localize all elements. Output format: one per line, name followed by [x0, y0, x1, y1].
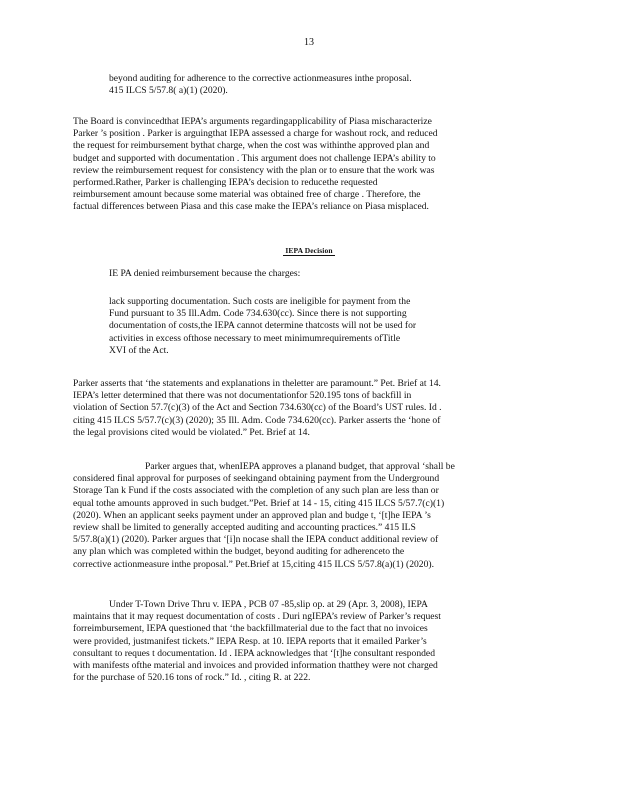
- text-line: any plan which was completed within the budget, beyond auditing for adherenceto the: [73, 546, 405, 558]
- text-line: Storage Tan k Fund if the costs associated with the completion of any such plan are less than or: [73, 485, 439, 497]
- text-line: the request for reimbursement bythat charge, when the cost was withinthe approved plan and: [73, 140, 430, 152]
- text-line: with manifests ofthe material and invoices and provided information thatthey were not charged: [73, 660, 438, 672]
- text-line: the legal provisions cited would be violated.” Pet. Brief at 14.: [73, 426, 310, 438]
- text-line: The Board is convincedthat IEPA’s arguments regardingapplicability of Piasa mischaracterize: [73, 116, 432, 127]
- paragraph-board-convinced: [73, 116, 546, 214]
- text-line: maintains that it may request documentation of costs . Duri ngIEPA’s review of Parker’s request: [73, 611, 441, 623]
- text-line: documentation of costs,the IEPA cannot determine thatcosts will not be used for: [109, 320, 417, 332]
- text-line: review the reimbursement request for consistency with the plan or to ensure that the work was: [73, 164, 435, 176]
- text-line: budget and supported with documentation . This argument does not challenge IEPA’s ability to: [73, 152, 436, 164]
- text-line: corrective actionmeasure inthe proposal.” Pet.Brief at 15,citing 415 ILCS 5/57.8(a)(1) (2020).: [73, 558, 434, 570]
- text-line: performed.Rather, Parker is challenging IEPA’s decision to reducethe requested: [73, 177, 378, 189]
- quote-continuation: [109, 73, 519, 97]
- text-line: 415 ILCS 5/57.8( a)(1) (2020).: [109, 85, 228, 97]
- text-line: lack supporting documentation. Such costs are ineligible for payment from the: [109, 296, 411, 307]
- text-line: Parker ’s position . Parker is arguingthat IEPA assessed a charge for washout rock, and reduced: [73, 128, 438, 140]
- text-line: activities in excess ofthose necessary to meet minimumrequirements ofTitle: [109, 332, 401, 344]
- text-line: violation of Section 57.7(c)(3) of the Act and Section 734.630(cc) of the Board’s UST rules. Id .: [73, 402, 442, 414]
- text-line: Fund pursuant to 35 Ill.Adm. Code 734.630(cc). Since there is not supporting: [109, 308, 407, 320]
- text-line: IE PA denied reimbursement because the charges:: [109, 268, 301, 279]
- text-line: (2020). When an applicant seeks payment under an approved plan and budge t, ‘[t]he IEPA ’s: [73, 509, 431, 521]
- paragraph-iepa-denied: [109, 268, 509, 280]
- text-line: forreimbursement, IEPA questioned that ‘the backfillmaterial due to the fact that no invoices: [73, 623, 428, 635]
- section-heading: [0, 245, 618, 257]
- text-line: review shall be limited to generally accepted auditing and accounting practices.” 415 ILS: [73, 522, 416, 534]
- text-line: IEPA’s letter determined that there was not documentationfor 520.195 tons of backfill in: [73, 390, 412, 402]
- text-line: for the purchase of 520.16 tons of rock.” Id. , citing R. at 222.: [73, 672, 311, 684]
- text-line: 5/57.8(a)(1) (2020). Parker argues that ‘[i]n nocase shall the IEPA conduct additional review of: [73, 534, 439, 546]
- text-line: factual differences between Piasa and this case make the IEPA’s reliance on Piasa misplaced.: [73, 201, 429, 213]
- text-line: consultant to reques t documentation. Id . IEPA acknowledges that ‘[t]he consultant responded: [73, 647, 435, 659]
- section-heading-text: IEPA Decision: [285, 246, 333, 255]
- text-line: equal tothe amounts approved in such budget.”Pet. Brief at 14 - 15, citing 415 ILCS 5/57.7(c)(1): [73, 497, 445, 509]
- text-line: Under T-Town Drive Thru v. IEPA , PCB 07 -85,slip op. at 29 (Apr. 3, 2008), IEPA: [109, 599, 428, 610]
- paragraph-parker-asserts: [73, 378, 546, 439]
- paragraph-t-town: [73, 599, 546, 684]
- text-line: Parker argues that, whenIEPA approves a planand budget, that approval ‘shall be: [145, 461, 455, 472]
- text-line: considered final approval for purposes of seekingand obtaining payment from the Underground: [73, 473, 440, 485]
- page-number: 13: [304, 37, 314, 48]
- text-line: reimbursement amount because some material was obtained free of charge . Therefore, the: [73, 189, 421, 201]
- paragraph-parker-argues: [73, 461, 546, 571]
- text-line: were provided, justmanifest tickets.” IEPA Resp. at 10. IEPA reports that it emailed Parker’s: [73, 635, 427, 647]
- block-quote-lack-documentation: [109, 296, 519, 357]
- text-line: citing 415 ILCS 5/57.7(c)(3) (2020); 35 Ill. Adm. Code 734.620(cc). Parker asserts the ‘hone of: [73, 414, 441, 426]
- text-line: beyond auditing for adherence to the corrective actionmeasures inthe proposal.: [109, 73, 412, 84]
- text-line: XVI of the Act.: [109, 344, 169, 356]
- text-line: Parker asserts that ‘the statements and explanations in theletter are paramount.” Pet. Brief at 14.: [73, 378, 441, 389]
